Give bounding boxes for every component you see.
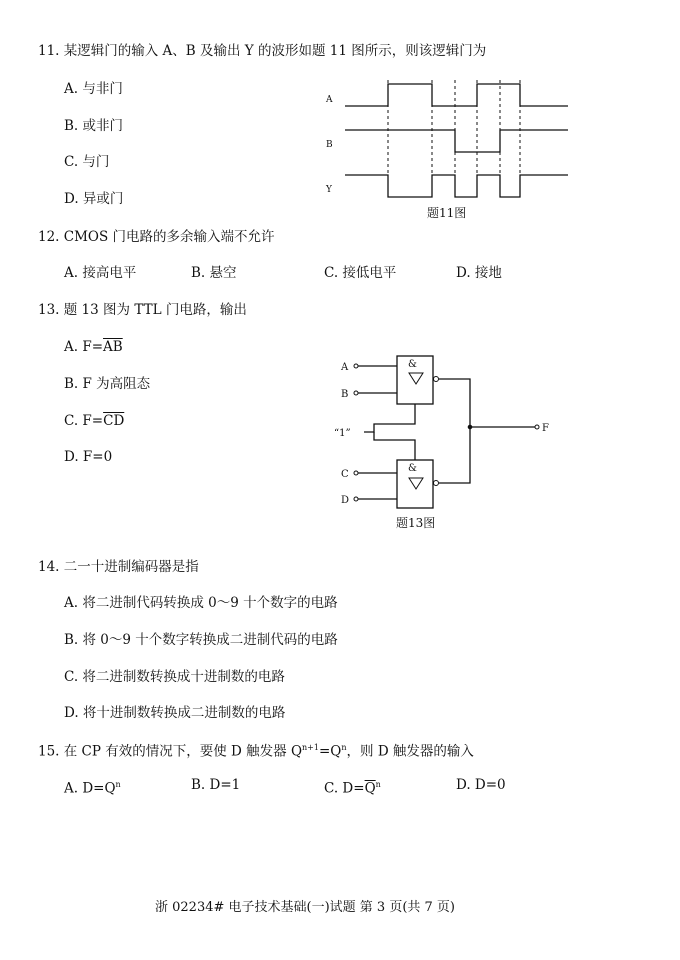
q14-stem: 14. 二一十进制编码器是指	[38, 559, 199, 575]
q13-gate-1-tristate-icon	[409, 373, 423, 384]
q15-stem-sup1: n+1	[302, 743, 319, 752]
q15-stem	[38, 739, 474, 761]
q15-stem-post: ，则 D 触发器的输入	[346, 743, 474, 760]
q11-option-b: B. 或非门	[64, 118, 124, 134]
q13-output-label: F	[542, 423, 549, 434]
q13-gate-1-symbol: &	[408, 359, 417, 370]
q13-option-b: B. F 为高阻态	[64, 376, 151, 392]
q15-option-c-prefix: C. D=	[324, 780, 365, 797]
q11-option-a: A. 与非门	[64, 81, 123, 97]
q15-option-a-text: A. D=Q	[64, 780, 116, 797]
q13-stem: 13. 题 13 图为 TTL 门电路，输出	[38, 302, 247, 318]
q13-output-junction	[468, 425, 472, 429]
q11-label-a: A	[326, 95, 333, 105]
q13-terminal-b	[354, 391, 358, 395]
q13-terminal-a	[354, 364, 358, 368]
q12-option-c: C. 接低电平	[324, 265, 397, 281]
q13-gate-2-symbol: &	[408, 463, 417, 474]
q15-option-a	[64, 776, 121, 798]
q13-control-label: “1”	[334, 428, 351, 439]
q15-stem-mid: =Q	[318, 743, 342, 760]
q11-stem: 11. 某逻辑门的输入 A、B 及输出 Y 的波形如题 11 图所示，则该逻辑门为	[38, 43, 487, 59]
q13-gate-2-tristate-icon	[409, 478, 423, 489]
q15-option-c-overline: $\overline{Q}$	[364, 780, 376, 797]
q13-input-b: B	[341, 389, 349, 400]
q12-option-b: B. 悬空	[191, 265, 237, 281]
q13-input-a: A	[341, 362, 349, 373]
q13-output-wire-1	[439, 379, 470, 427]
q15-option-c-sup: n	[375, 780, 381, 789]
q15-option-d: D. D=0	[456, 777, 506, 793]
q13-input-d: D	[341, 495, 350, 506]
q11-label-y: Y	[326, 185, 332, 195]
q14-option-c: C. 将二进制数转换成十进制数的电路	[64, 669, 285, 685]
q14-option-d: D. 将十进制数转换成二进制数的电路	[64, 705, 286, 721]
q12-stem: 12. CMOS 门电路的多余输入端不允许	[38, 229, 275, 245]
q12-option-a: A. 接高电平	[64, 265, 137, 281]
q13-control-wire-2	[374, 432, 415, 460]
q13-control-wire	[364, 404, 415, 432]
q13-output-terminal	[535, 425, 539, 429]
q15-stem-pre: 15. 在 CP 有效的情况下，要使 D 触发器 Q	[38, 743, 303, 760]
q12-option-d: D. 接地	[456, 265, 502, 281]
q15-option-c	[324, 776, 381, 798]
q11-option-d: D. 异或门	[64, 191, 124, 207]
q11-label-b: B	[326, 140, 333, 150]
q13-output-wire-2	[439, 427, 470, 483]
q14-option-a: A. 将二进制代码转换成 0～9 十个数字的电路	[64, 595, 338, 611]
q13-option-c-prefix: C. F=	[64, 413, 104, 429]
q13-input-c: C	[341, 469, 349, 480]
q13-gate-1-output-bubble	[434, 377, 439, 382]
q13-gate-2-output-bubble	[434, 481, 439, 486]
q11-option-c: C. 与门	[64, 154, 110, 170]
q15-option-a-sup: n	[115, 780, 121, 789]
q13-option-d: D. F=0	[64, 449, 113, 465]
q15-stem-sup2: n	[341, 743, 347, 752]
q13-caption: 题13图	[396, 516, 436, 530]
q14-option-b: B. 将 0～9 十个数字转换成二进制代码的电路	[64, 632, 338, 648]
q15-option-b: B. D=1	[191, 777, 241, 793]
q13-terminal-d	[354, 497, 358, 501]
q11-caption: 题11图	[427, 206, 467, 220]
q13-terminal-c	[354, 471, 358, 475]
q13-option-c-overline: $\overline{CD}$	[103, 413, 125, 429]
page-footer: 浙 02234# 电子技术基础(一)试题 第 3 页(共 7 页)	[155, 900, 456, 915]
q13-option-a-prefix: A. F=	[64, 339, 104, 355]
q13-option-a-overline: $\overline{AB}$	[103, 339, 123, 355]
